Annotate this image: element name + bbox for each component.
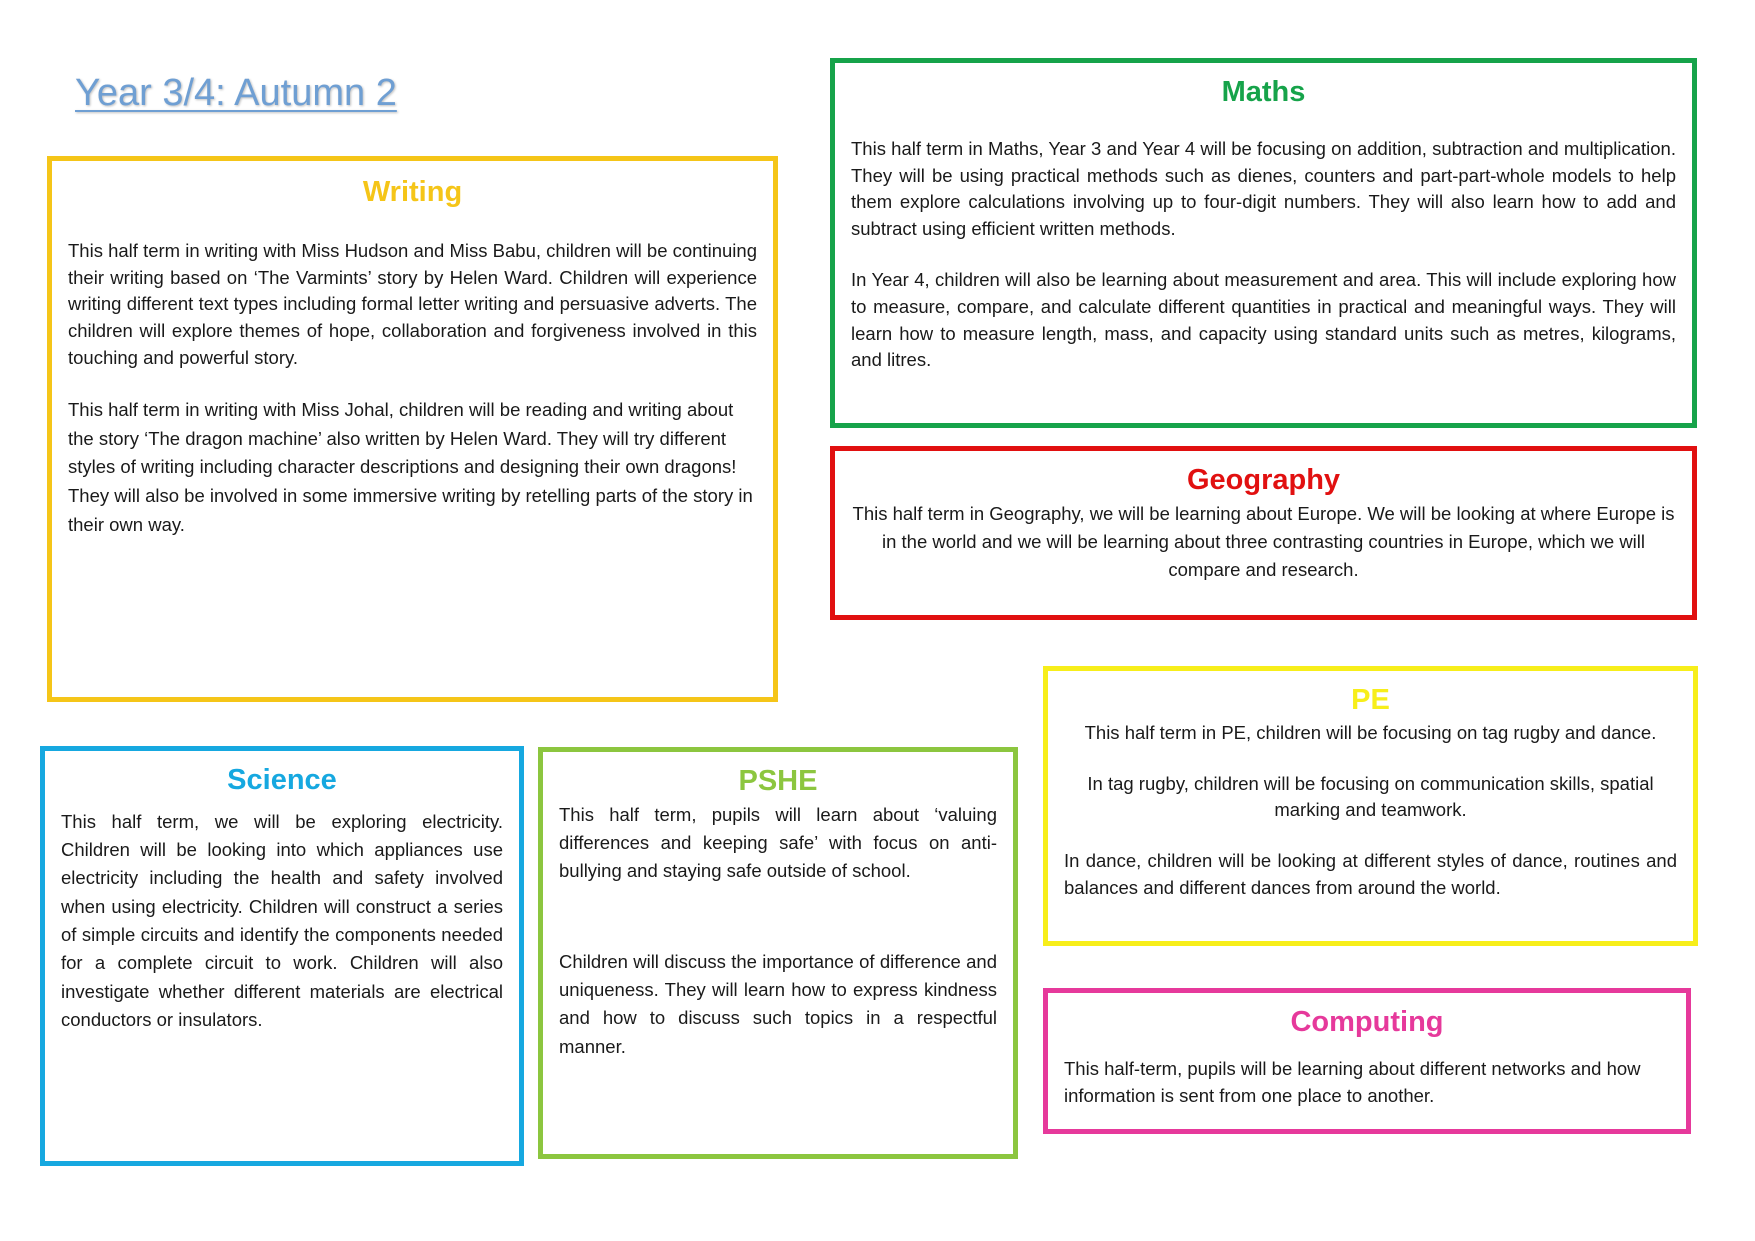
science-paragraph-1: This half term, we will be exploring electricity. Children will be looking into which appliances use electricity including the health and safety involved when using electricity. Children will construct a series of simple circuits and identify the components needed for a complete circuit to work. Children will also investigate whether different materials are electrical conductors or insulators. [61,810,503,1030]
pe-panel [1043,666,1698,946]
geography-panel [830,446,1697,620]
geography-heading: Geography [1186,464,1341,496]
geography-paragraph-1: This half term in Geography, we will be learning about Europe. We will be looking at where Europe is in the world and we will be learning about three contrasting countries in Europe, which we will compare and research. [852,502,1675,581]
computing-paragraph-1: This half-term, pupils will be learning about different networks and how information is sent from one place to another. [1064,1057,1641,1106]
pshe-paragraph-2: Children will discuss the importance of difference and uniqueness. They will learn how to express kindness and how to discuss such topics in a respectful manner. [559,950,997,1057]
page-title: Year 3/4: Autumn 2 [75,72,397,114]
science-panel [40,746,524,1166]
maths-heading: Maths [1221,76,1306,108]
maths-paragraph-1: This half term in Maths, Year 3 and Year 4 will be focusing on addition, subtraction and multiplication. They will be using practical methods such as dienes, counters and part-part-whole models to help them explore calculations involving up to four-digit numbers. They will also learn how to add and subtract using efficient written methods. [851,137,1676,240]
science-heading: Science [227,764,337,796]
maths-panel [830,58,1697,428]
pe-paragraph-3: In dance, children will be looking at different styles of dance, routines and balances and different dances from around the world. [1064,850,1677,899]
pshe-panel [538,747,1018,1159]
maths-paragraph-2: In Year 4, children will also be learning about measurement and area. This will include exploring how to measure, compare, and calculate different quantities in practical and meaningful ways. They will learn how to measure length, mass, and capacity using standard units such as metres, kilograms, and litres. [851,269,1676,371]
pshe-paragraph-1: This half term, pupils will learn about ‘valuing differences and keeping safe’ with focus on anti-bullying and staying safe outside of school. [559,803,997,882]
pshe-heading: PSHE [738,765,818,797]
writing-paragraph-2: This half term in writing with Miss Johal, children will be reading and writing about the story ‘The dragon machine’ also written by Helen Ward. They will try different styles of writing including character descriptions and designing their own dragons! They will also be involved in some immersive writing by retelling parts of the story in their own way. [68,398,753,535]
computing-heading: Computing [1290,1006,1444,1038]
writing-panel [47,156,778,702]
writing-heading: Writing [362,176,463,208]
computing-panel [1043,988,1691,1134]
pe-paragraph-1: This half term in PE, children will be focusing on tag rugby and dance. [1084,721,1657,743]
pe-paragraph-2: In tag rugby, children will be focusing on communication skills, spatial marking and teamwork. [1087,772,1654,821]
pe-heading: PE [1351,684,1390,716]
writing-paragraph-1: This half term in writing with Miss Hudson and Miss Babu, children will be continuing their writing based on ‘The Varmints’ story by Helen Ward. Children will experience writing different text types including formal letter writing and persuasive adverts. The children will explore themes of hope, collaboration and forgiveness involved in this touching and powerful story. [68,239,757,369]
